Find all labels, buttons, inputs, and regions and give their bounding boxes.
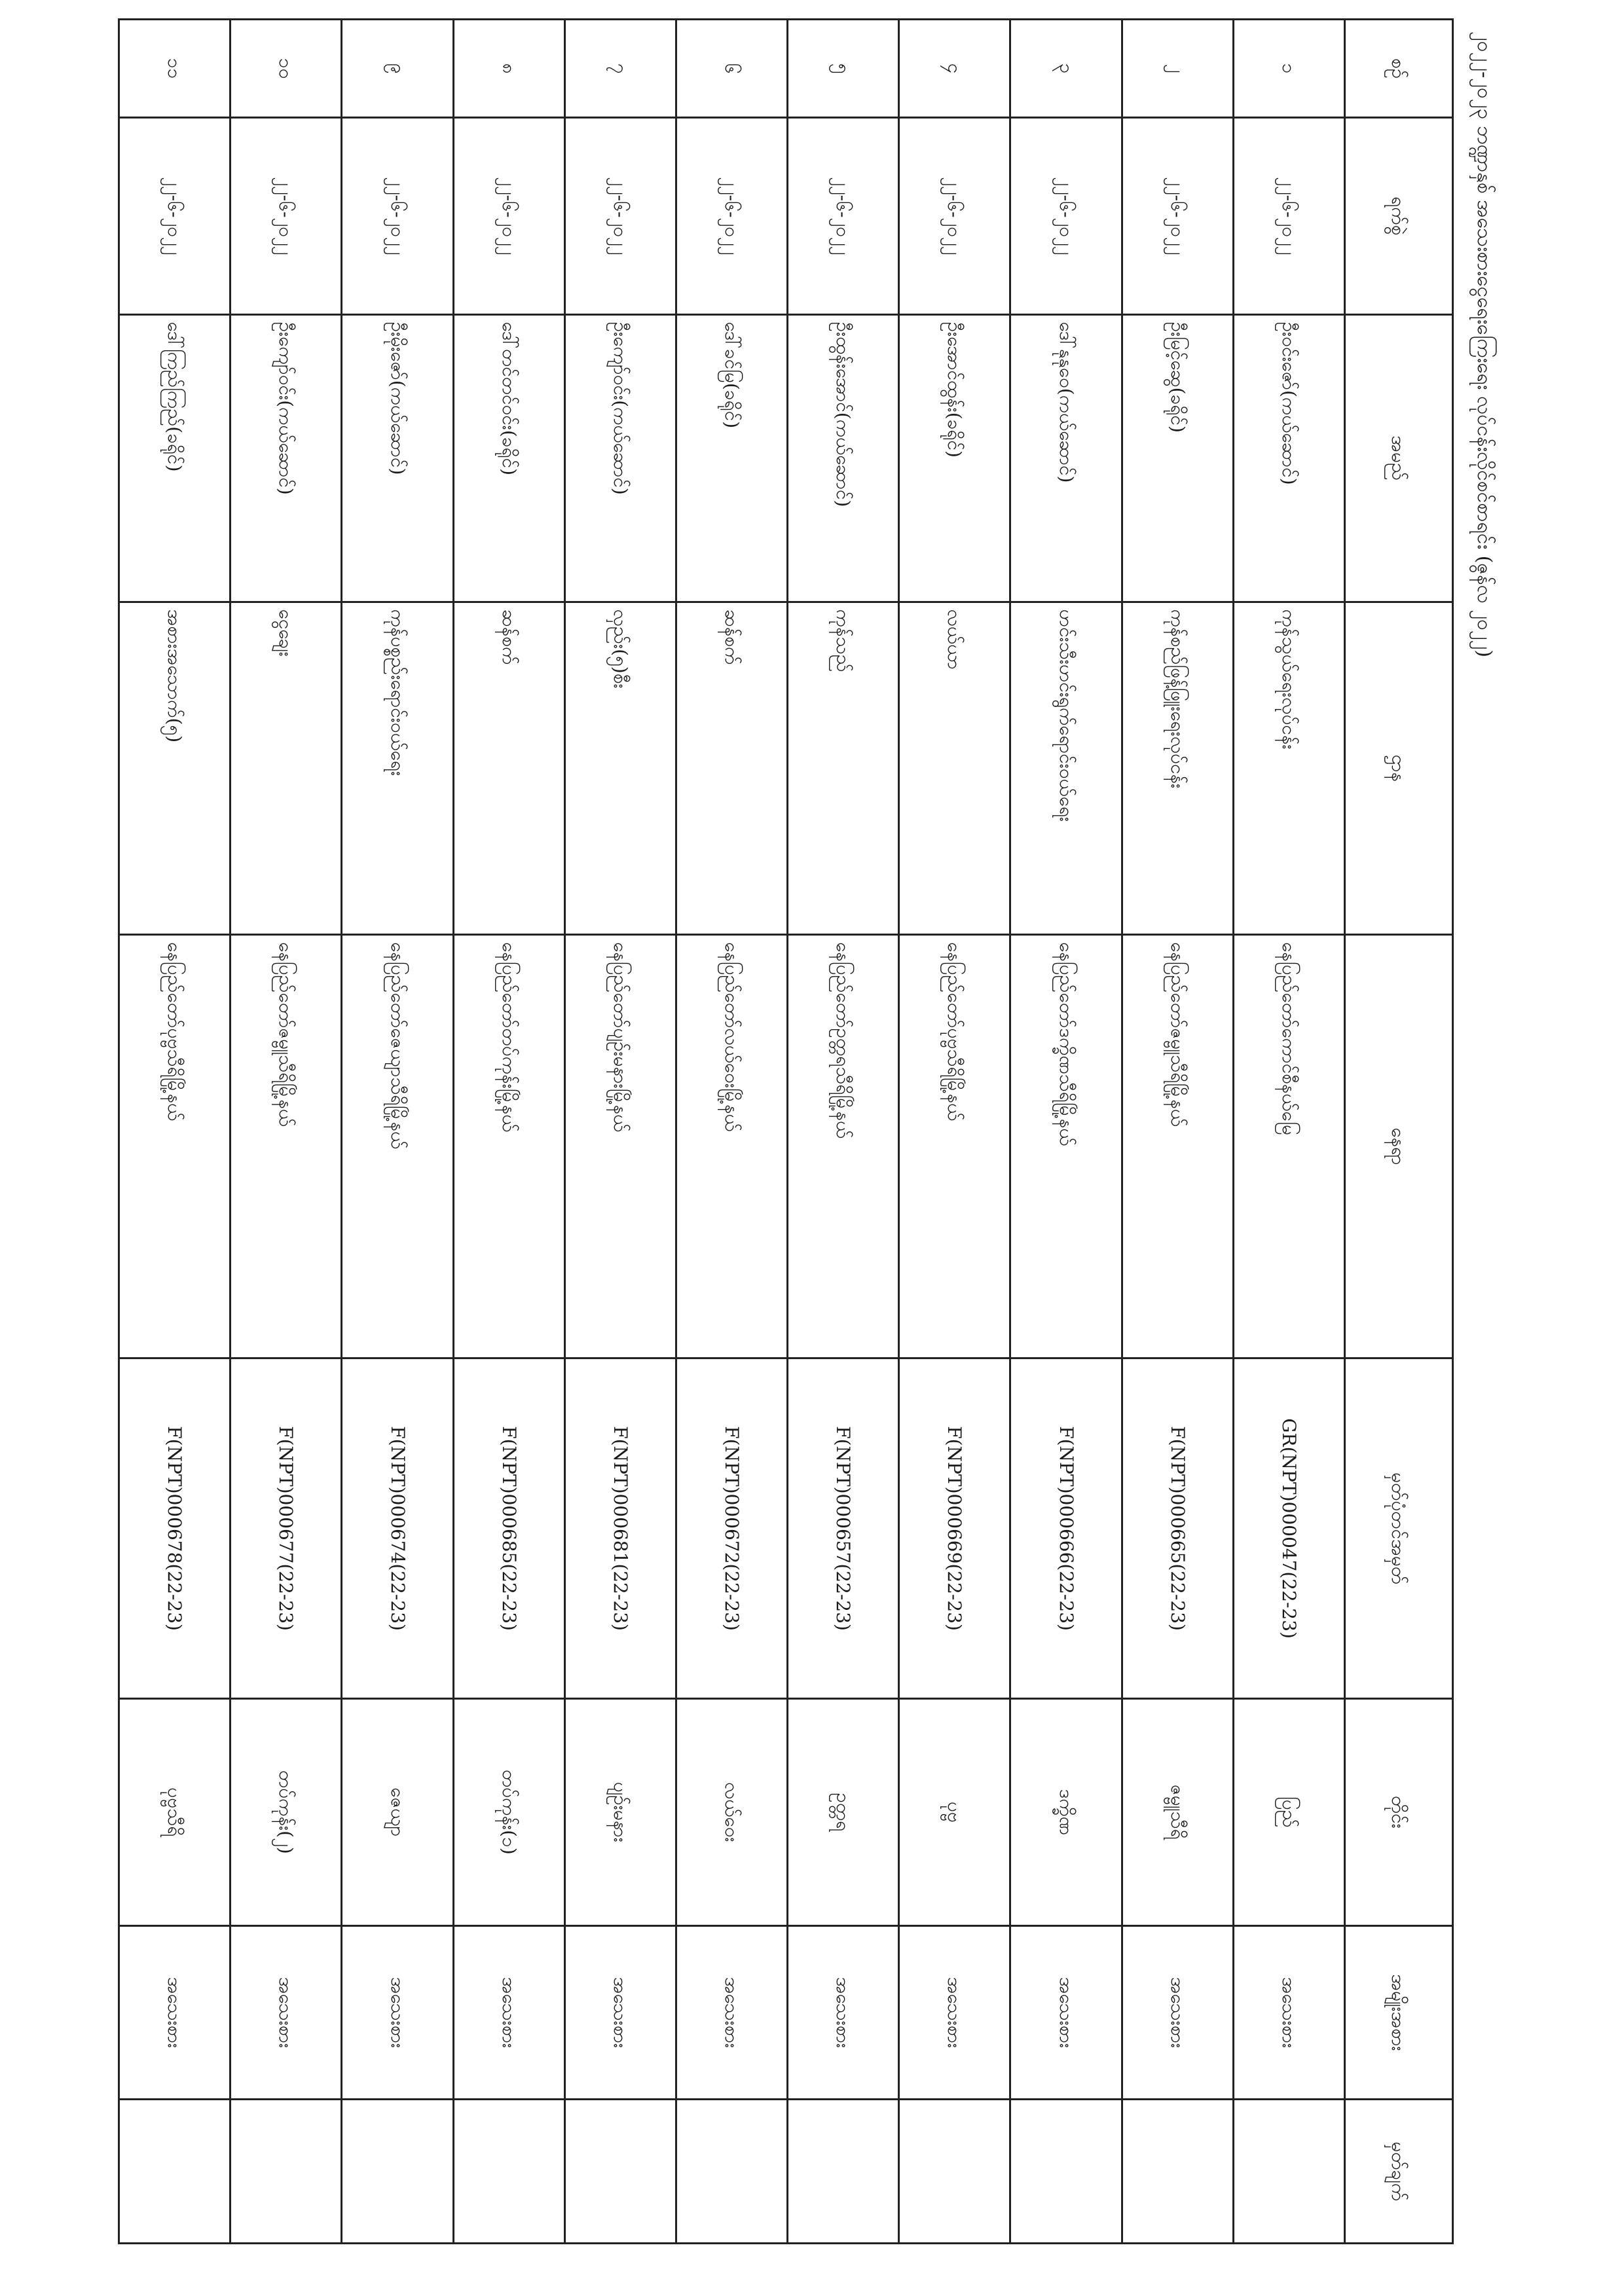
cell-remark <box>564 2100 676 2244</box>
cell-date: ၂၂-၆-၂၀၂၂ <box>453 118 564 314</box>
cell-date: ၂၂-၆-၂၀၂၂ <box>788 118 899 314</box>
table-row <box>676 20 787 2244</box>
cell-name: ဒေါ်ခင်မြ(ခရိုင်) <box>676 314 787 602</box>
header-date: ရက်စွဲ <box>1345 118 1453 314</box>
cell-registration: F(NPT)000657(22-23) <box>788 1358 899 1699</box>
cell-no: ၁ <box>1233 20 1344 118</box>
cell-name: ဦးကျော်ဝင်း(ကယ်ဆောင်) <box>231 314 342 602</box>
cell-type: အသေးစား <box>119 1925 231 2100</box>
header-division: တိုင်း <box>1345 1699 1453 1926</box>
cell-type: အသေးစား <box>342 1925 453 2100</box>
cell-date: ၂၂-၆-၂၀၂၂ <box>564 118 676 314</box>
table-row <box>564 20 676 2244</box>
cell-name: ဦးဝင်းဇော်(ကယ်ဆောင်) <box>1233 314 1344 602</box>
cell-place: နေပြည်တော်ပုဗ္ဗသီရိမြို့နယ် <box>899 935 1010 1358</box>
cell-place: နေပြည်တော်တပ်ကုန်းမြို့နယ် <box>453 935 564 1358</box>
cell-name: ဒေါ်နုနုဝေ(ကယ်ဆောင်) <box>1010 314 1122 602</box>
cell-division: တပ်ကုန်း(၁) <box>453 1699 564 1926</box>
cell-remark <box>231 2100 342 2244</box>
cell-no: ၁၀ <box>231 20 342 118</box>
cell-name: ဦးကျော်ဝင်း(ကယ်ဆောင်) <box>564 314 676 602</box>
cell-type: အသေးစား <box>231 1925 342 2100</box>
cell-no: ၁၁ <box>119 20 231 118</box>
header-no: စဉ် <box>1345 20 1453 118</box>
license-register-table <box>118 18 1454 2244</box>
cell-no: ၃ <box>1010 20 1122 118</box>
cell-place: နေပြည်တော်ပျဉ်းမနားမြို့နယ် <box>564 935 676 1358</box>
header-remark: မှတ်ချက် <box>1345 2100 1453 2244</box>
cell-type: အသေးစား <box>899 1925 1010 2100</box>
cell-registration: F(NPT)000665(22-23) <box>1122 1358 1233 1699</box>
cell-remark <box>119 2100 231 2244</box>
cell-name: ဦးထွန်းအောင်(ကယ်ဆောင်) <box>788 314 899 602</box>
table-header-row <box>1345 20 1453 2244</box>
table-row <box>1010 20 1122 2244</box>
cell-place: နေပြည်တော်ဇမ္ဗူသီရိမြို့နယ် <box>1122 935 1233 1358</box>
cell-division: လယ်ဝေး <box>676 1699 787 1926</box>
table-row <box>788 20 899 2244</box>
cell-date: ၂၂-၆-၂၀၂၂ <box>676 118 787 314</box>
cell-place: နေပြည်တော်လယ်ဝေးမြို့နယ် <box>676 935 787 1358</box>
cell-business: ကုန်သည် <box>788 602 899 934</box>
rotated-document <box>105 18 1506 2244</box>
cell-place: နေပြည်တော်ပုဗ္ဗသီရိမြို့နယ် <box>119 935 231 1358</box>
cell-type: အသေးစား <box>453 1925 564 2100</box>
cell-date: ၂၂-၆-၂၀၂၂ <box>119 118 231 314</box>
cell-no: ၆ <box>676 20 787 118</box>
cell-name: ဒေါ်ကြည်ကြည်(ခရိုင်) <box>119 314 231 602</box>
cell-remark <box>342 2100 453 2244</box>
cell-remark <box>1233 2100 1344 2244</box>
header-name: အမည် <box>1345 314 1453 602</box>
cell-place: နေပြည်တော်ဒက္ခိဏသီရိမြို့နယ် <box>1010 935 1122 1358</box>
cell-registration: F(NPT)000674(22-23) <box>342 1358 453 1699</box>
cell-business: ဆန်စက် <box>453 602 564 934</box>
cell-no: ၄ <box>899 20 1010 118</box>
table-row <box>1122 20 1233 2244</box>
cell-registration: GR(NPT)000047(22-23) <box>1233 1358 1344 1699</box>
table-body <box>119 20 1345 2244</box>
cell-date: ၂၂-၆-၂၀၂၂ <box>1122 118 1233 314</box>
cell-no: ၂ <box>1122 20 1233 118</box>
cell-division: ဇမ္ဗူသီရိ <box>1122 1699 1233 1926</box>
cell-no: ၅ <box>788 20 899 118</box>
cell-business: ကုန်စည်ဖြန့်ဖြူးရေးလုပ်ငန်း <box>1122 602 1233 934</box>
cell-date: ၂၂-၆-၂၀၂၂ <box>231 118 342 314</box>
table-row <box>453 20 564 2244</box>
table-row <box>342 20 453 2244</box>
cell-type: အသေးစား <box>1010 1925 1122 2100</box>
cell-business: ကုန်ပစ္စည်းရောင်းဝယ်ရေး <box>342 602 453 934</box>
cell-business: အစားအသောက်(၅) <box>119 602 231 934</box>
cell-registration: F(NPT)000669(22-23) <box>899 1358 1010 1699</box>
cell-place: နေပြည်တော်ကောင်စီနယ်မြေ <box>1233 935 1344 1358</box>
cell-name: ဦးမြင့်ဆွေ(ခရိုင်) <box>1122 314 1233 602</box>
cell-type: အသေးစား <box>676 1925 787 2100</box>
cell-remark <box>1010 2100 1122 2244</box>
cell-place: နေပြည်တော်ဇမ္ဗူသီရိမြို့နယ် <box>231 935 342 1358</box>
cell-division: ပျဉ်းမနား <box>564 1699 676 1926</box>
cell-business: ဟင်းသီးဟင်းရွက်ရောင်းဝယ်ရေး <box>1010 602 1122 934</box>
cell-no: ၉ <box>342 20 453 118</box>
cell-business: လယ်ယာ <box>899 602 1010 934</box>
cell-registration: F(NPT)000685(22-23) <box>453 1358 564 1699</box>
cell-no: ၇ <box>564 20 676 118</box>
cell-type: အသေးစား <box>1233 1925 1344 2100</box>
cell-name: ဦးမိုးဇော်(ကယ်ဆောင်) <box>342 314 453 602</box>
cell-place: နေပြည်တော်ဥတ္တရသီရိမြို့နယ် <box>788 935 899 1358</box>
header-type: အမျိုးအစား <box>1345 1925 1453 2100</box>
cell-registration: F(NPT)000677(22-23) <box>231 1358 342 1699</box>
cell-remark <box>1122 2100 1233 2244</box>
header-place: နေရာ <box>1345 935 1453 1358</box>
table-row <box>1233 20 1344 2244</box>
cell-date: ၂၂-၆-၂၀၂၂ <box>342 118 453 314</box>
cell-remark <box>453 2100 564 2244</box>
cell-division: ဥတ္တရ <box>788 1699 899 1926</box>
cell-division: ဇေယျာ <box>342 1699 453 1926</box>
cell-date: ၂၂-၆-၂၀၂၂ <box>1233 118 1344 314</box>
cell-business: ကုန်သွယ်ရေးလုပ်ငန်း <box>1233 602 1344 934</box>
cell-business: ငွေချေး <box>231 602 342 934</box>
cell-remark <box>676 2100 787 2244</box>
document-heading: ၂၀၂၂-၂၀၂၃ ဘဏ္ဍာနှစ် အသေးစားငွေရေးကြေးရေး လုပ်ငန်းလိုင်စင်စာရင်း (ဇွန်လ ၂၀၂၂) <box>1473 31 1496 658</box>
header-business: ဌာန <box>1345 602 1453 934</box>
cell-name: ဒေါ်တင်တင်ဝင်း(ခရိုင်) <box>453 314 564 602</box>
cell-remark <box>899 2100 1010 2244</box>
cell-no: ၈ <box>453 20 564 118</box>
cell-remark <box>788 2100 899 2244</box>
cell-date: ၂၂-၆-၂၀၂၂ <box>899 118 1010 314</box>
cell-division: ပြည် <box>1233 1699 1344 1926</box>
cell-business: ဆန်စက် <box>676 602 787 934</box>
cell-registration: F(NPT)000678(22-23) <box>119 1358 231 1699</box>
cell-business: လှည်း(၅)စီး <box>564 602 676 934</box>
cell-type: အသေးစား <box>788 1925 899 2100</box>
cell-registration: F(NPT)000666(22-23) <box>1010 1358 1122 1699</box>
cell-place: နေပြည်တော်ဇေယျာသီရိမြို့နယ် <box>342 935 453 1358</box>
cell-division: တပ်ကုန်း(၂) <box>231 1699 342 1926</box>
table-row <box>119 20 231 2244</box>
cell-registration: F(NPT)000672(22-23) <box>676 1358 787 1699</box>
cell-name: ဦးအောင်ထွန်း(ခရိုင်) <box>899 314 1010 602</box>
cell-registration: F(NPT)000681(22-23) <box>564 1358 676 1699</box>
cell-division: ပုဗ္ဗ <box>899 1699 1010 1926</box>
header-registration: မှတ်ပုံတင်အမှတ် <box>1345 1358 1453 1699</box>
table-row <box>231 20 342 2244</box>
cell-date: ၂၂-၆-၂၀၂၂ <box>1010 118 1122 314</box>
table-row <box>899 20 1010 2244</box>
cell-division: ဒက္ခိဏ <box>1010 1699 1122 1926</box>
cell-type: အသေးစား <box>564 1925 676 2100</box>
cell-type: အသေးစား <box>1122 1925 1233 2100</box>
cell-division: ပုဗ္ဗသီရိ <box>119 1699 231 1926</box>
